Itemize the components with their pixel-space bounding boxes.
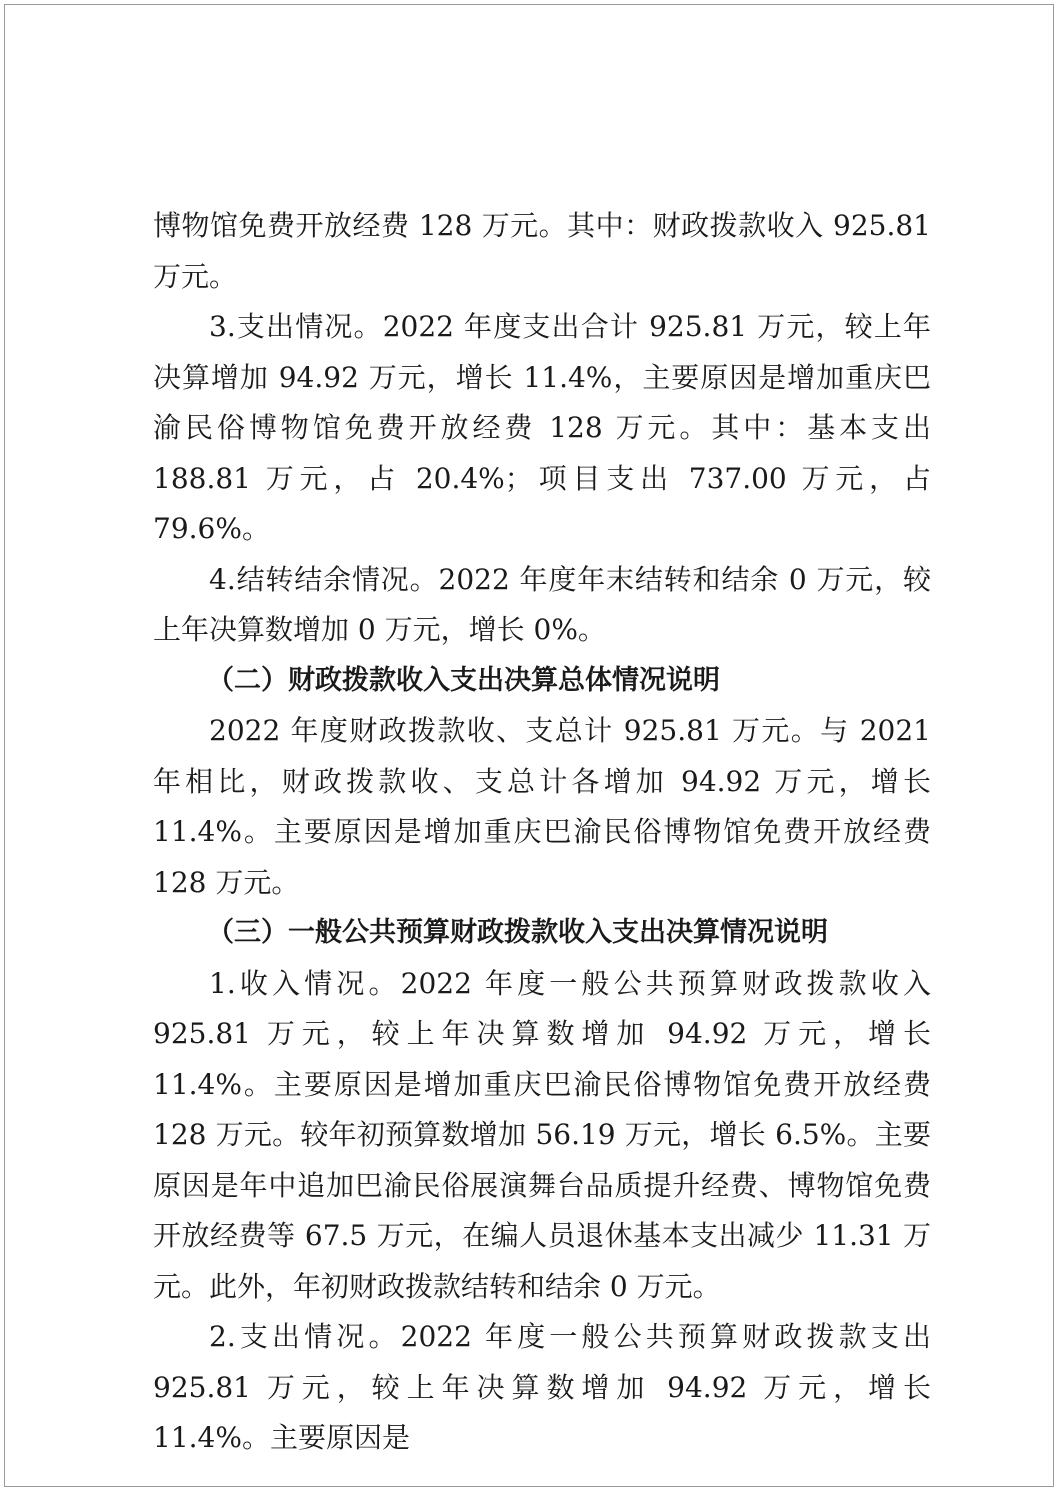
section-heading-2: （二）财政拨款收入支出决算总体情况说明 <box>207 664 720 696</box>
page <box>4 4 1054 1487</box>
section-heading-3: （三）一般公共预算财政拨款收入支出决算情况说明 <box>207 917 828 948</box>
paragraph-fiscal-total: 2022 年度财政拨款收、支总计 925.81 万元。与 2021 年相比，财政拨款收、支总计各增加 94.92 万元，增长 11.4%。主要原因是增加重庆巴渝民俗博物馆免费开放经费 128 万元。 <box>153 714 931 899</box>
paragraph-general-income: 1.收入情况。2022 年度一般公共预算财政拨款收入 925.81 万元，较上年决算数增加 94.92 万元，增长 11.4%。主要原因是增加重庆巴渝民俗博物馆免费开放经费 128 万元。较年初预算数增加 56.19 万元，增长 6.5%。主要原因是年中追加巴渝民俗展演舞台品质提升经费、博物馆免费开放经费等 67.5 万元，在编人员退休基本支出减少 11.31 万元。此外，年初财政拨款结转和结余 0 万元。 <box>153 966 931 1303</box>
paragraph-expenditure: 3.支出情况。2022 年度支出合计 925.81 万元，较上年决算增加 94.92 万元，增长 11.4%，主要原因是增加重庆巴渝民俗博物馆免费开放经费 128 万元。其中：基本支出 188.81 万元，占 20.4%；项目支出 737.00 万元，占 79.6%。 <box>153 310 931 545</box>
document-body <box>153 201 931 1464</box>
paragraph-general-expenditure: 2.支出情况。2022 年度一般公共预算财政拨款支出 925.81 万元，较上年决算数增加 94.92 万元，增长 11.4%。主要原因是 <box>153 1320 931 1454</box>
paragraph-carryover: 4.结转结余情况。2022 年度年末结转和结余 0 万元，较上年决算数增加 0 万元，增长 0%。 <box>153 562 931 646</box>
paragraph-continued: 博物馆免费开放经费 128 万元。其中：财政拨款收入 925.81 万元。 <box>153 209 931 293</box>
